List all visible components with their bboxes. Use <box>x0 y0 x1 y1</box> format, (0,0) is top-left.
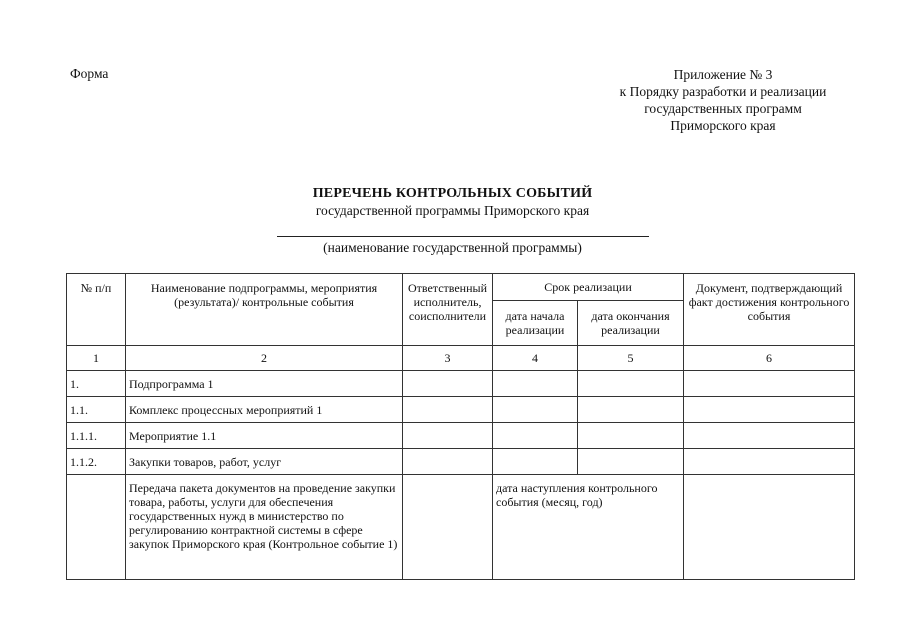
column-number: 2 <box>126 346 403 371</box>
row-num: 1.1. <box>67 397 126 423</box>
header-end-date: дата окончания реализации <box>578 301 684 346</box>
column-number: 5 <box>578 346 684 371</box>
column-number: 1 <box>67 346 126 371</box>
header-start-date: дата начала реализации <box>493 301 578 346</box>
row-num: 1.1.2. <box>67 449 126 475</box>
appendix-line: государственных программ <box>644 101 802 116</box>
document-title-block <box>0 186 905 219</box>
row-num: 1. <box>67 371 126 397</box>
row-name: Закупки товаров, работ, услуг <box>126 449 403 475</box>
row-num: 1.1.1. <box>67 423 126 449</box>
program-name-caption: (наименование государственной программы) <box>323 240 582 255</box>
program-name-line <box>277 236 649 237</box>
control-event-row <box>67 475 855 580</box>
row-name: Подпрограмма 1 <box>126 371 403 397</box>
row-name: Комплекс процессных мероприятий 1 <box>126 397 403 423</box>
appendix-reference <box>603 66 843 134</box>
column-number: 6 <box>684 346 855 371</box>
control-event-name: Передача пакета документов на проведение закупки товара, работы, услуги для обеспечения государственных нужд в министерство по регулированию контрактной системы в сфере закупок Приморского края (Контрольное событие 1) <box>126 475 403 580</box>
appendix-line: Приморского края <box>670 118 776 133</box>
appendix-line: к Порядку разработки и реализации <box>619 84 827 99</box>
column-number: 4 <box>493 346 578 371</box>
table-row <box>67 423 855 449</box>
column-number: 3 <box>403 346 493 371</box>
form-label: Форма <box>70 66 109 81</box>
control-event-date-note: дата наступления контрольного события (месяц, год) <box>493 475 684 580</box>
header-period: Срок реализации <box>493 274 684 301</box>
document-subtitle: государственной программы Приморского края <box>315 203 590 218</box>
header-name: Наименование подпрограммы, мероприятия (результата)/ контрольные события <box>126 274 403 346</box>
table-row <box>67 449 855 475</box>
appendix-line: Приложение № 3 <box>673 67 773 82</box>
row-name: Мероприятие 1.1 <box>126 423 403 449</box>
control-events-table <box>66 273 855 580</box>
table-row <box>67 371 855 397</box>
header-document: Документ, подтверждающий факт достижения контрольного события <box>684 274 855 346</box>
header-responsible: Ответственный исполнитель, соисполнители <box>403 274 493 346</box>
document-title: ПЕРЕЧЕНЬ КОНТРОЛЬНЫХ СОБЫТИЙ <box>312 186 593 201</box>
table-row <box>67 397 855 423</box>
header-num: № п/п <box>67 274 126 346</box>
